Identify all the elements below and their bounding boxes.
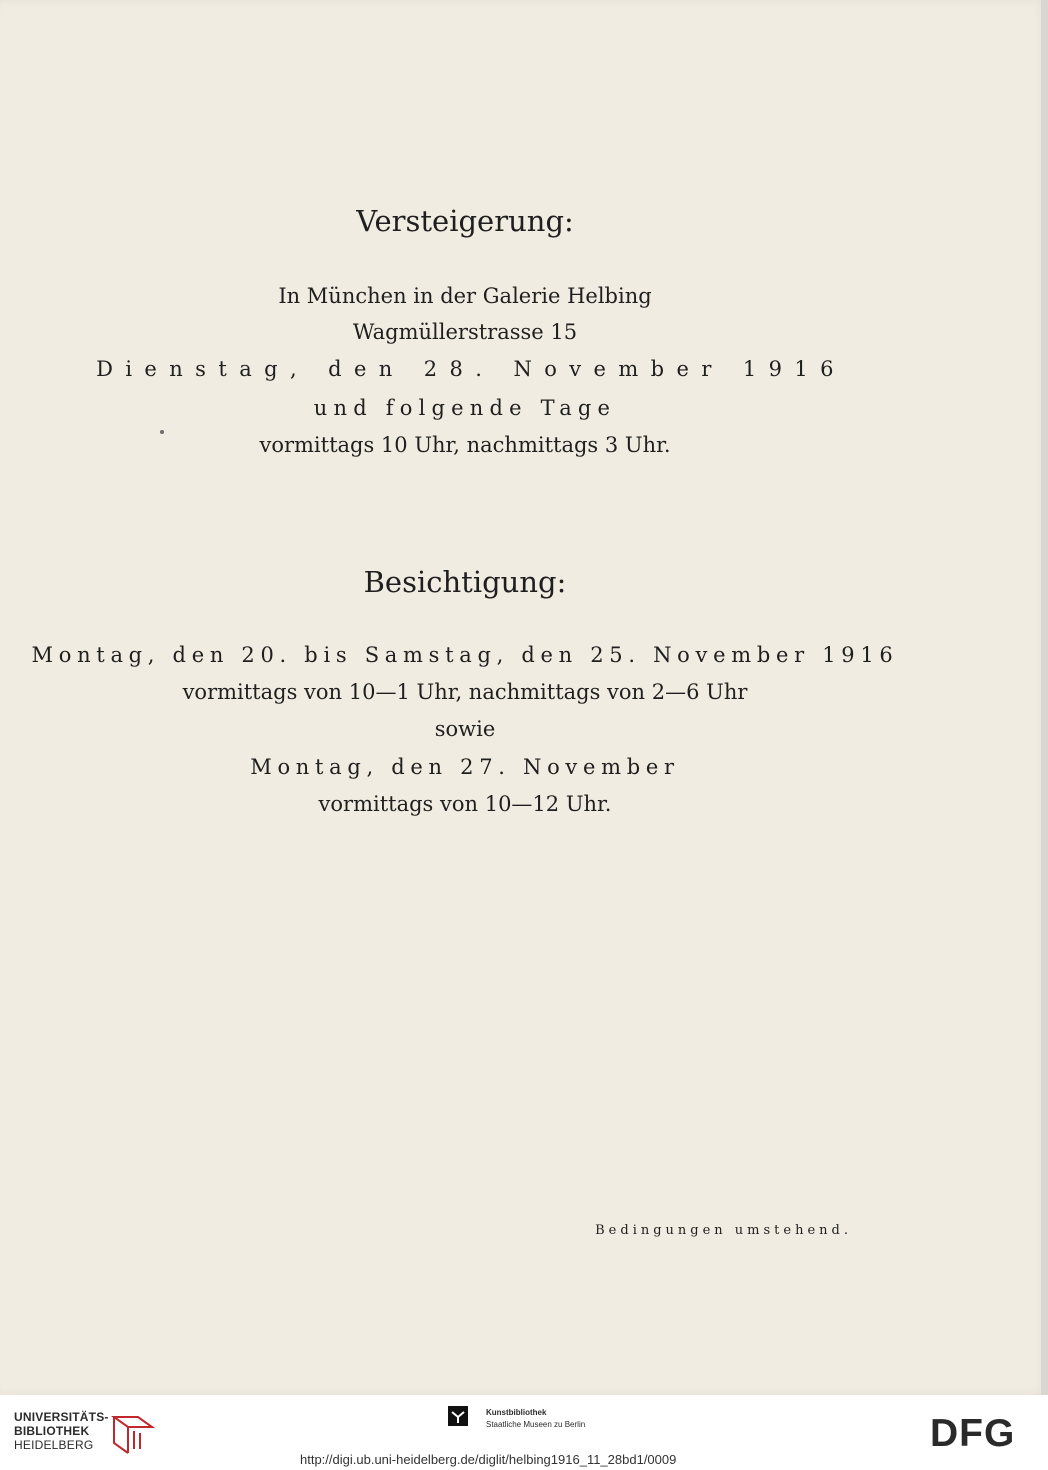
auction-heading: Versteigerung: — [356, 204, 574, 238]
university-library-logo[interactable] — [14, 1409, 144, 1457]
source-url[interactable]: http://digi.ub.uni-heidelberg.de/diglit/helbing1916_11_28bd1/0009 — [300, 1452, 677, 1467]
viewing-conjunction: sowie — [434, 717, 496, 741]
viewing-extra-date: Montag, den 27. November — [250, 755, 680, 779]
kunstbibliothek-subtitle: Staatliche Museen zu Berlin — [486, 1420, 586, 1429]
dfg-logo[interactable]: DFG — [930, 1412, 1016, 1455]
paper-speck — [160, 430, 164, 434]
university-library-wordmark — [14, 1410, 109, 1452]
digitization-footer — [0, 1395, 1048, 1470]
page-edge — [1041, 0, 1048, 1395]
conditions-note: Bedingungen umstehend. — [595, 1223, 852, 1238]
auction-times: vormittags 10 Uhr, nachmittags 3 Uhr. — [259, 433, 671, 457]
viewing-dates: Montag, den 20. bis Samstag, den 25. November 1916 — [31, 643, 899, 667]
viewing-times: vormittags von 10—1 Uhr, nachmittags von 2—6 Uhr — [182, 680, 748, 704]
auction-following-days: und folgende Tage — [313, 396, 617, 420]
auction-date: Dienstag, den 28. November 1916 — [96, 357, 846, 381]
university-library-mark-icon — [110, 1413, 156, 1455]
kunstbibliothek-logo[interactable] — [448, 1406, 668, 1442]
library-line-2: BIBLIOTHEK — [14, 1424, 90, 1438]
library-line-1: UNIVERSITÄTS- — [14, 1410, 109, 1424]
kunstbibliothek-mark-icon — [448, 1406, 468, 1426]
library-line-3: HEIDELBERG — [14, 1438, 94, 1452]
kunstbibliothek-title: Kunstbibliothek — [486, 1408, 547, 1417]
auction-address: Wagmüllerstrasse 15 — [352, 320, 578, 344]
auction-location: In München in der Galerie Helbing — [278, 284, 652, 308]
viewing-extra-times: vormittags von 10—12 Uhr. — [318, 792, 612, 816]
viewing-heading: Besichtigung: — [363, 565, 567, 599]
